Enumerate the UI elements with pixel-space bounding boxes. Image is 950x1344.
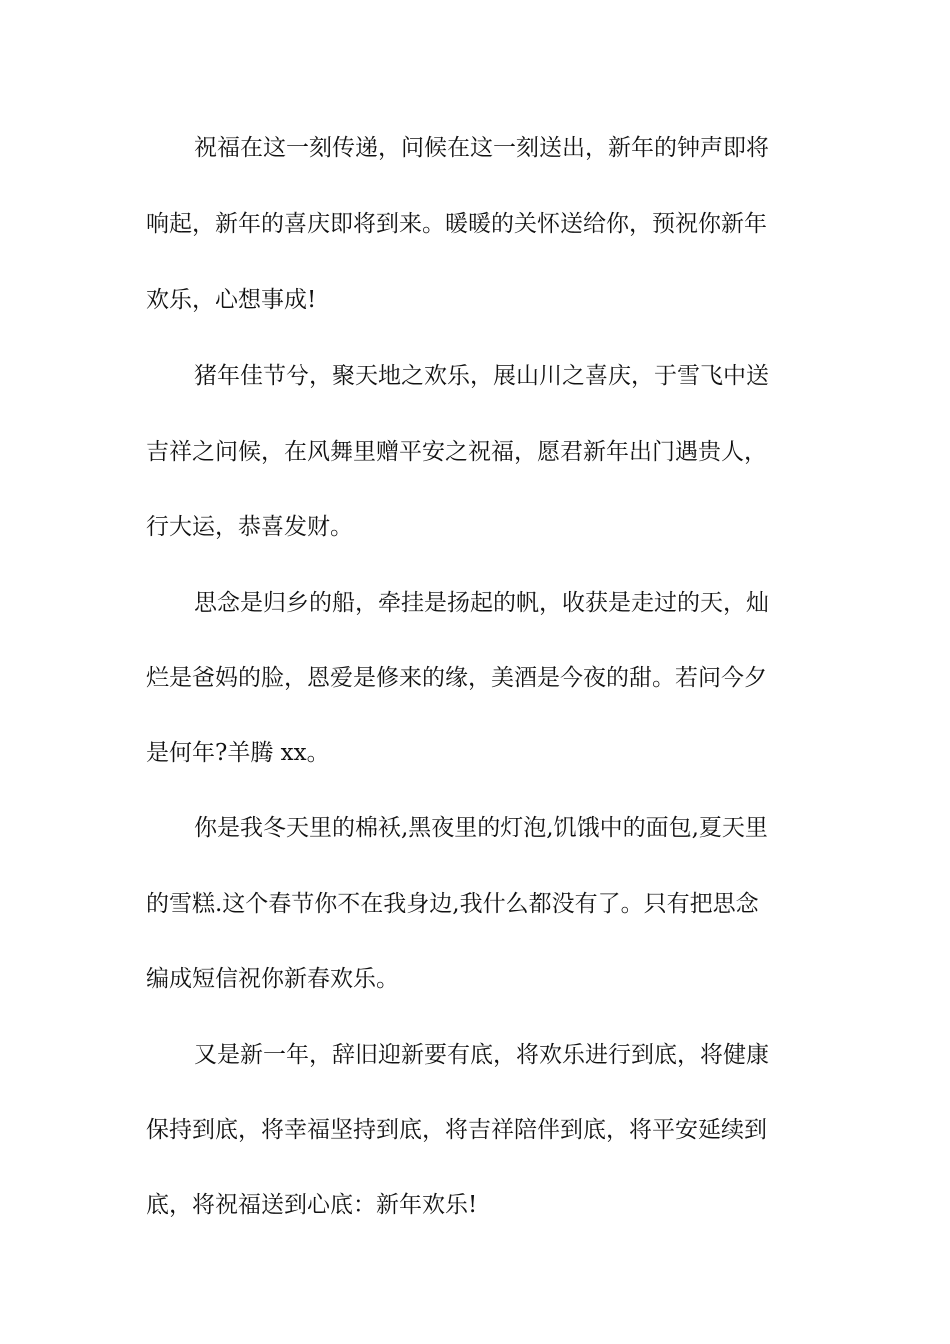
- paragraph-5-line-1: 又是新一年，辞旧迎新要有底，将欢乐进行到底，将健康: [194, 1042, 769, 1068]
- paragraph-4-line-2: 的雪糕.这个春节你不在我身边,我什么都没有了。只有把思念: [146, 891, 759, 917]
- paragraph-1-line-1: 祝福在这一刻传递，问候在这一刻送出，新年的钟声即将: [194, 135, 769, 161]
- paragraph-3-line-3: 是何年?羊腾 xx。: [146, 740, 330, 766]
- paragraph-5-line-2: 保持到底，将幸福坚持到底，将吉祥陪伴到底，将平安延续到: [146, 1117, 767, 1143]
- paragraph-2-line-1: 猪年佳节兮，聚天地之欢乐，展山川之喜庆，于雪飞中送: [194, 363, 769, 389]
- paragraph-5-line-3: 底，将祝福送到心底：新年欢乐!: [146, 1192, 478, 1218]
- paragraph-3-line-1: 思念是归乡的船，牵挂是扬起的帆，收获是走过的天，灿: [194, 590, 769, 616]
- paragraph-2-line-2: 吉祥之问候，在风舞里赠平安之祝福，愿君新年出门遇贵人，: [146, 439, 767, 465]
- paragraph-2-line-3: 行大运，恭喜发财。: [146, 514, 353, 540]
- paragraph-1-line-2: 响起，新年的喜庆即将到来。暖暖的关怀送给你，预祝你新年: [146, 211, 767, 237]
- paragraph-4-line-3: 编成短信祝你新春欢乐。: [146, 966, 399, 992]
- paragraph-4-line-1: 你是我冬天里的棉袄,黑夜里的灯泡,饥饿中的面包,夏天里: [194, 815, 768, 841]
- paragraph-3-line-2: 烂是爸妈的脸，恩爱是修来的缘，美酒是今夜的甜。若问今夕: [146, 665, 767, 691]
- paragraph-1-line-3: 欢乐，心想事成!: [146, 287, 317, 313]
